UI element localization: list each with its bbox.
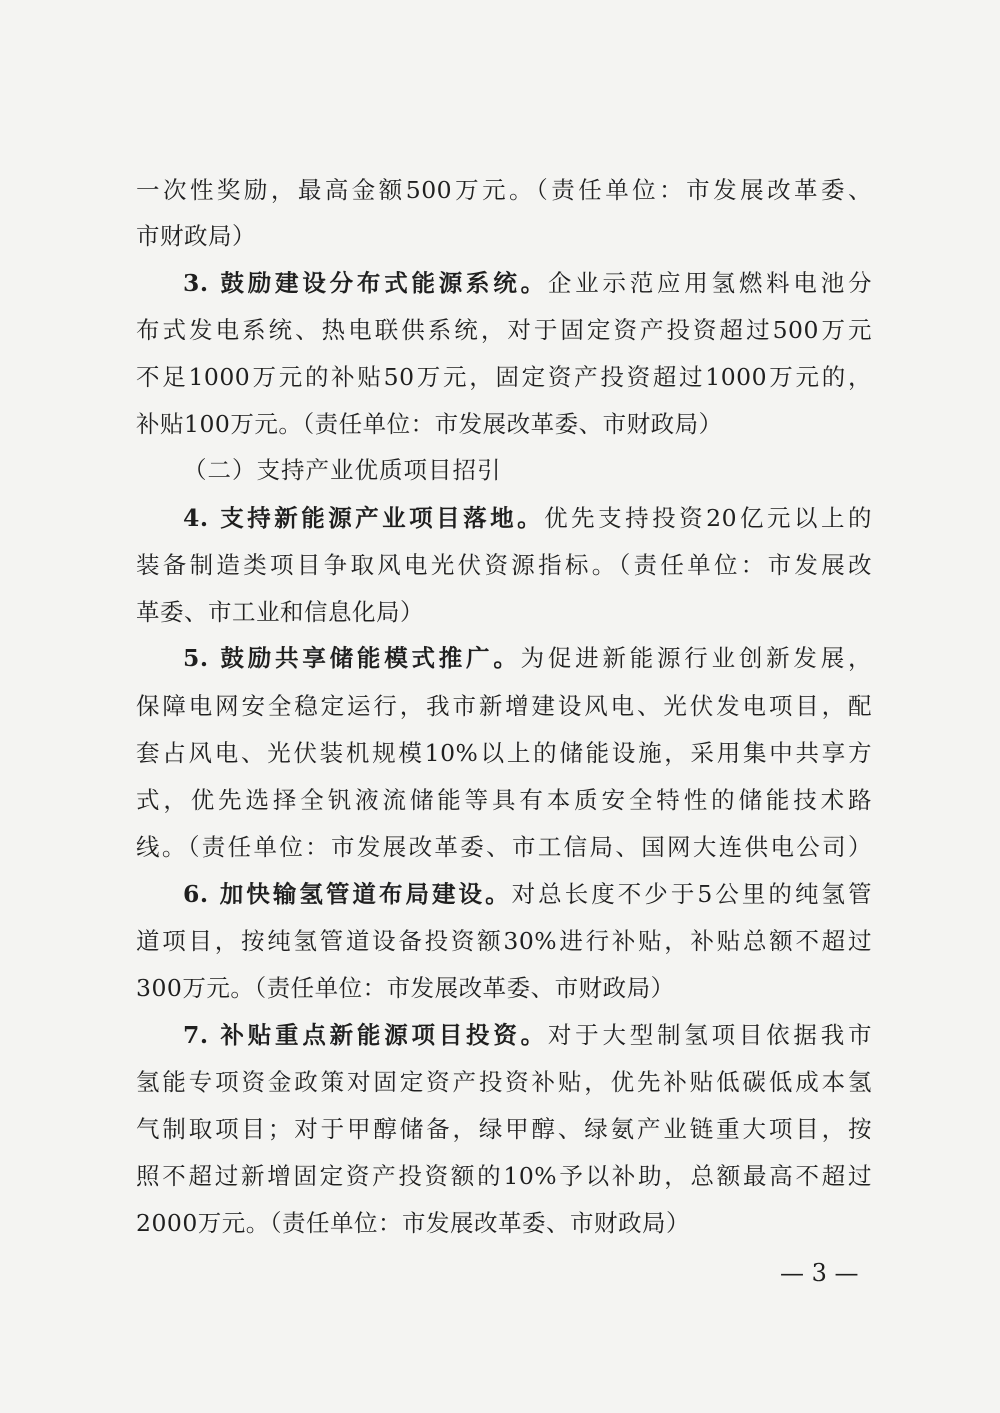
body-text-line: 2000万元。（责任单位：市发展改革委、市财政局） <box>136 1209 691 1237</box>
item-heading: 7. 补贴重点新能源项目投资。 <box>183 1021 548 1049</box>
body-text-line: 套占风电、光伏装机规模10%以上的储能设施，采用集中共享方 <box>136 739 872 767</box>
body-text-line: 道项目，按纯氢管道设备投资额30%进行补贴，补贴总额不超过 <box>136 927 872 955</box>
body-text-line: 线。（责任单位：市发展改革委、市工信局、国网大连供电公司） <box>136 833 872 861</box>
body-text-line: 革委、市工业和信息化局） <box>136 598 424 626</box>
body-text-line: 市财政局） <box>136 222 256 250</box>
body-text-line: 布式发电系统、热电联供系统，对于固定资产投资超过500万元 <box>136 316 872 344</box>
item-7-line: 7. 补贴重点新能源项目投资。对于大型制氢项目依据我市 <box>183 1021 872 1049</box>
body-text-line: 补贴100万元。（责任单位：市发展改革委、市财政局） <box>136 410 723 438</box>
body-text-line: 氢能专项资金政策对固定资产投资补贴，优先补贴低碳低成本氢 <box>136 1068 872 1096</box>
page-number: — 3 — <box>780 1259 859 1287</box>
body-text-line: 保障电网安全稳定运行，我市新增建设风电、光伏发电项目，配 <box>136 692 872 720</box>
item-5-line: 5. 鼓励共享储能模式推广。为促进新能源行业创新发展， <box>183 644 872 672</box>
item-4-line: 4. 支持新能源产业项目落地。优先支持投资20亿元以上的 <box>183 504 872 532</box>
body-text-line: 300万元。（责任单位：市发展改革委、市财政局） <box>136 974 675 1002</box>
item-heading: 6. 加快输氢管道布局建设。 <box>183 880 512 908</box>
section-subheading: （二）支持产业优质项目招引 <box>183 456 502 484</box>
body-text-line: 气制取项目；对于甲醇储备，绿甲醇、绿氨产业链重大项目，按 <box>136 1115 872 1143</box>
body-text-line: 装备制造类项目争取风电光伏资源指标。（责任单位：市发展改 <box>136 551 872 579</box>
item-heading: 5. 鼓励共享储能模式推广。 <box>183 644 521 672</box>
item-6-line: 6. 加快输氢管道布局建设。对总长度不少于5公里的纯氢管 <box>183 880 872 908</box>
item-heading: 4. 支持新能源产业项目落地。 <box>183 504 545 532</box>
body-text-line: 式，优先选择全钒液流储能等具有本质安全特性的储能技术路 <box>136 786 872 814</box>
body-text-line: 一次性奖励，最高金额500万元。（责任单位：市发展改革委、 <box>136 176 872 204</box>
body-text-line: 不足1000万元的补贴50万元，固定资产投资超过1000万元的， <box>136 363 872 391</box>
item-heading: 3. 鼓励建设分布式能源系统。 <box>183 269 548 297</box>
item-3-line: 3. 鼓励建设分布式能源系统。企业示范应用氢燃料电池分 <box>183 269 872 297</box>
body-text-line: 照不超过新增固定资产投资额的10%予以补助，总额最高不超过 <box>136 1162 872 1190</box>
